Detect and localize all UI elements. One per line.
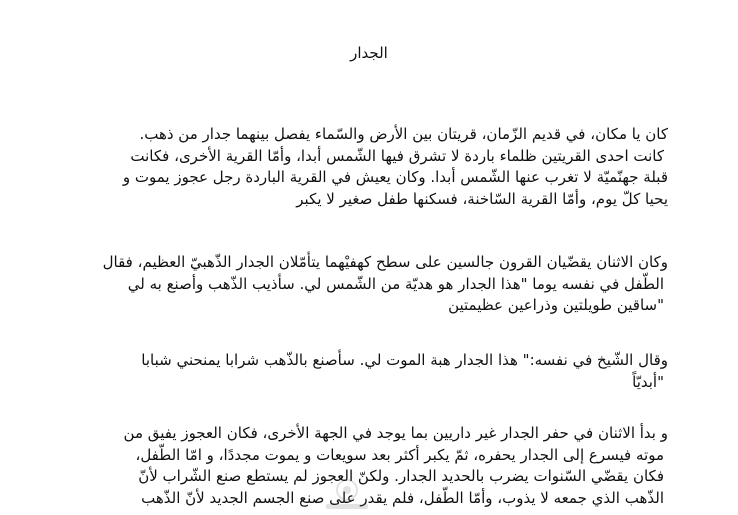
paragraph-line: "أبديّاً [632,372,664,391]
paragraph-1 [68,124,668,210]
paragraph-line: وكان الاثنان يقضّيان القرون جالسين على سطح كهفيْهما يتأمّلان الجدار الذّهبيّ العظيم، فقال [102,253,668,271]
paragraph-line: و بدأ الاثنان في حفر الجدار غير داريين بما يوجد في الجهة الأخرى، فكان العجوز يفيق من [123,424,668,442]
paragraph-line: يحيا كلّ يوم، وأمّا القرية السّاخنة، فسكنها طفل صغير لا يكبر [296,189,668,208]
paragraph-line: فكان يقضّي السّنوات يضرب بالحديد الجدار. ولكنّ العجوز لم يستطع صنع الشّراب لأنّ [138,467,664,485]
paragraph-2 [68,252,668,317]
paragraph-line: موته فيسرع إلى الجدار يحفره، ثمّ يكبر أكثر بعد سويعات و يموت مجددًا، و امّا الطّفل، [135,445,664,464]
paragraph-3 [68,350,668,393]
paragraph-line: وقال الشّيخ في نفسه:" هذا الجدار هبة الموت لي. سأصنع بالذّهب شرابا يمنحني شبابا [141,351,668,369]
paragraph-line: "ساقين طويلتين وذراعين عظيمتين [448,296,664,314]
paragraph-line: الذّهب الذي جمعه لا يذوب، وأمّا الطّفل، فلم يقدر على صنع الجسم الجديد لأنّ الذّهب [141,488,664,507]
watermark-logo [312,476,382,512]
paragraph-line: كانت احدى القريتين ظلماء باردة لا تشرق فيها الشّمس أبدا، وأمّا القرية الأخرى، فكانت [130,146,664,165]
paragraph-line: قبلة جهنّميّة لا تغرب عنها الشّمس أبدا. وكان يعيش في القرية الباردة رجل عجوز يموت و [122,168,668,186]
paragraph-line: كان يا مكان، في قديم الزّمان، قريتان بين الأرض والسّماء يفصل بينهما جدار من ذهب. [139,125,668,143]
paragraph-line: الطّفل في نفسه يوما "هذا الجدار هو هديّة من الشّمس لي. سأذيب الذّهب وأصنع به لي [127,274,664,293]
document-title: الجدار [350,44,388,62]
